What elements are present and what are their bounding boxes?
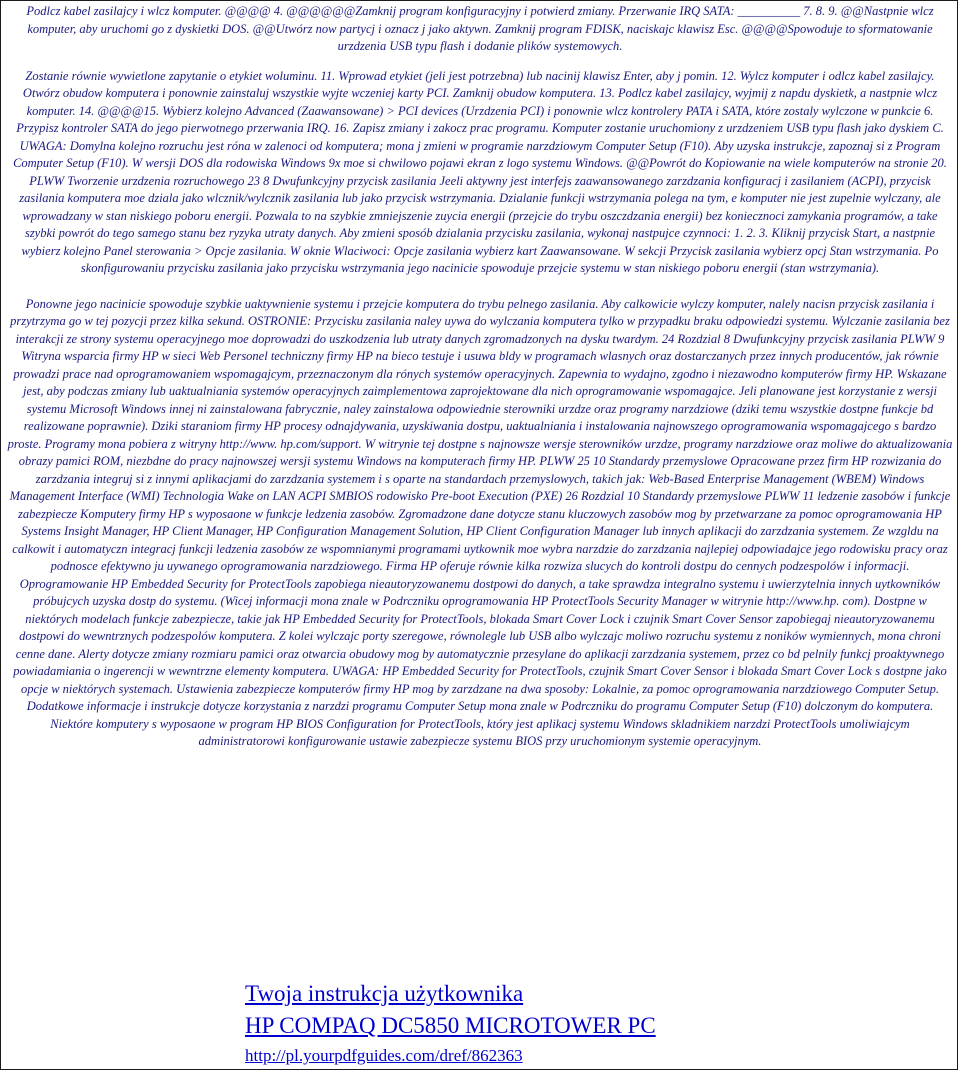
paragraph-spacer [7, 56, 953, 68]
document-body [7, 3, 953, 751]
manual-link[interactable]: Twoja instrukcja użytkownika [245, 981, 524, 1006]
footer-links [245, 979, 656, 1069]
product-link[interactable]: HP COMPAQ DC5850 MICROTOWER PC [245, 1013, 656, 1038]
paragraph-power-button: Zostanie równie wywietlone zapytanie o etykiet woluminu. 11. Wprowad etykiet (jeli jest potrzebna) lub nacinij klawisz Enter, aby j pomin. 12. Wylcz komputer i odlcz kabel zasilajcy. Otwórz obudow komputera i ponownie zainstaluj wszystkie wyjte wczeniej karty PCI. Zamknij obudow komputera. 13. Podlcz kabel zasilajcy, wyjmij z napdu dyskietk, a nastpnie wlcz komputer. 14. @@@@15. Wybierz kolejno Advanced (Zaawansowane) > PCI devices (Urzdzenia PCI) i ponownie wlcz kontrolery PATA i SATA, które zostaly wylczone w punkcie 6. Przypisz kontroler SATA do jego pierwotnego przerwania IRQ. 16. Zapisz zmiany i zakocz prac programu. Komputer zostanie uruchomiony z urzdzeniem USB typu flash jako dyskiem C. UWAGA: Domylna kolejno rozruchu jest róna w zalenoci od komputera; mona j zmieni w programie narzdziowym Computer Setup (F10). Aby uzyska instrukcje, zapoznaj si z Program Computer Setup (F10). W wersji DOS dla rodowiska Windows 9x moe si chwilowo pojawi ekran z logo systemu Windows. @@Powrót do Kopiowanie na wiele komputerów na stronie 20. PLWW Tworzenie urzdzenia rozruchowego 23 8 Dwufunkcyjny przycisk zasilania Jeeli aktywny jest interfejs zaawansowanego zarzdzania konfiguracj i zasilaniem (ACPI), przycisk zasilania komputera moe dziala jako wlcznik/wylcznik zasilania lub jako przycisk wstrzymania. Dzialanie funkcji wstrzymania polega na tym, e komputer nie jest zupelnie wylczany, ale wprowadzany w stan niskiego poboru energii. Pozwala to na szybkie zmniejszenie zuycia energii (przejcie do trybu oszczdzania energii) bez koniecznoci zamykania programów, a take szybki powrót do tego samego stanu bez ryzyka utraty danych. Aby zmieni sposób dzialania przycisku zasilania, wykonaj nastpujce czynnoci: 1. 2. 3. Kliknij przycisk Start, a nastpnie wybierz kolejno Panel sterowania > Opcje zasilania. W oknie Wlaciwoci: Opcje zasilania wybierz kart Zaawansowane. W sekcji Przycisk zasilania wybierz opcj Stan wstrzymania. Po skonfigurowaniu przycisku zasilania jako przycisku wstrzymania jego nacinicie spowoduje przejcie systemu w stan niskiego poboru energii (stan wstrzymania). [13, 68, 947, 275]
paragraph-spacer [7, 278, 953, 296]
source-url-link[interactable]: http://pl.yourpdfguides.com/dref/862363 [245, 1046, 523, 1065]
paragraph-support-security: Ponowne jego nacinicie spowoduje szybkie uaktywnienie systemu i przejcie komputera do trybu pelnego zasilania. Aby calkowicie wylczy komputer, nalely nacisn przycisk zasilania i przytrzyma go w tej pozycji przez kilka sekund. OSTRONIE: Przycisku zasilania naley uywa do wylczania komputera tylko w przypadku braku odpowiedzi systemu. Wylczanie zasilania bez interakcji ze strony systemu operacyjnego moe doprowadzi do uszkodzenia lub utraty danych zgromadzonych na dysku twardym. 24 Rozdzial 8 Dwufunkcyjny przycisk zasilania PLWW 9 Witryna wsparcia firmy HP w sieci Web Personel techniczny firmy HP na bieco testuje i usuwa bldy w programach wlasnych oraz dostarczanych przez innych producentów, jak równie prowadzi prace nad oprogramowaniem wspomagajcym, przeznaczonym dla rónych systemów operacyjnych. Zapewnia to wydajno, zgodno i niezawodno komputerów firmy HP. Wskazane jest, aby podczas zmiany lub uaktualniania systemów operacyjnych zaimplementowa zaprojektowane dla nich oprogramowanie wspomagajce. Jeli planowane jest korzystanie z wersji systemu Microsoft Windows innej ni zainstalowana fabrycznie, naley zainstalowa odpowiednie sterowniki urzdze oraz programy narzdziowe (dziki temu wszystkie dostpne funkcje bd realizowane poprawnie). Dziki staraniom firmy HP procesy odnajdywania, uzyskiwania dostpu, uaktualniania i instalowania najnowszego oprogramowania wspomagajcego s bardzo proste. Programy mona pobiera z witryny http://www. hp.com/support. W witrynie tej dostpne s najnowsze wersje sterowników urzdze, programy narzdziowe oraz moliwe do aktualizowania obrazy pamici ROM, niezbdne do pracy najnowszej wersji systemu Windows na komputerach firmy HP. PLWW 25 10 Standardy przemyslowe Opracowane przez firm HP rozwizania do zarzdzania integruj si z innymi aplikacjami do zarzdzania systemem i s oparte na standardach przemyslowych, takich jak: Web-Based Enterprise Management (WBEM) Windows Management Interface (WMI) Technologia Wake on LAN ACPI SMBIOS rodowisko Pre-boot Execution (PXE) 26 Rozdzial 10 Standardy przemyslowe PLWW 11 ledzenie zasobów i funkcje zabezpiecze Komputery firmy HP s wyposaone w funkcje ledzenia zasobów. Zgromadzone dane dotycze stanu kluczowych zasobów mog by przetwarzane za pomoc oprogramowania HP Systems Insight Manager, HP Client Manager, HP Configuration Management Solution, HP Client Configuration Manager lub innych aplikacji do zarzdzania systemem. Ze wzgldu na calkowit i automatyczn integracj funkcji ledzenia zasobów ze wspomnianymi programami uytkownik moe wybra narzdzie do zarzdzania najlepiej odpowiadajce jego rodowisku pracy oraz podnosce efektywno ju uywanego oprogramowania narzdziowego. Firma HP oferuje równie kilka rozwiza slucych do kontroli dostpu do cennych podzespolów i informacji. Oprogramowanie HP Embedded Security for ProtectTools zapobiega nieautoryzowanemu dostpowi do danych, a take sprawdza integralno systemu i uwierzytelnia innych uytkowników próbujcych uzyska dostp do systemu. (Wicej informacji mona znale w Podrczniku oprogramowania HP ProtectTools Security Manager w witrynie http://www.hp. com). Dostpne w niektórych modelach funkcje zabezpiecze, takie jak HP Embedded Security for ProtectTools, blokada Smart Cover Lock i czujnik Smart Cover Sensor zapobiegaj nieautoryzowanemu dostpowi do wewntrznych podzespolów komputera. Z kolei wylczajc porty szeregowe, równolegle lub USB albo wylczajc moliwo rozruchu systemu z noników wymiennych, mona chroni cenne dane. Alerty dotycze zmiany rozmiaru pamici oraz otwarcia obudowy mog by automatycznie przesylane do aplikacji zarzdzania systemem, przez co bd pelnily funkcj proaktywnego powiadamiania o ingerencji w wewntrzne elementy komputera. UWAGA: HP Embedded Security for ProtectTools, czujnik Smart Cover Sensor i blokada Smart Cover Lock s dostpne jako opcje w niektórych systemach. Ustawienia zabezpiecze komputerów firmy HP mog by zarzdzane na dwa sposoby: Lokalnie, za pomoc oprogramowania narzdziowego Computer Setup. Dodatkowe informacje i instrukcje dotycze korzystania z narzdzi programu Computer Setup mona znale w Podrczniku do programu Computer Setup (F10) dolczonym do komputera. Niektóre komputery s wyposaone w program HP BIOS Configuration for ProtectTools, który jest aplikacj systemu Windows skladnikiem narzdzi ProtectTools umoliwiajcym administratorowi konfigurowanie ustawie zabezpiecze systemu BIOS przy uruchomionym systemie operacyjnym. [7, 296, 953, 748]
paragraph-setup-steps: Podlcz kabel zasilajcy i wlcz komputer. @@@@ 4. @@@@@@Zamknij program konfiguracyjny i potwierd zmiany. Przerwanie IRQ SATA: __________ 7. 8. 9. @@Nastpnie wlcz komputer, aby uruchomi go z dyskietki DOS. @@Utwórz now partycj i oznacz j jako aktywn. Zamknij program FDISK, naciskajc klawisz Esc. @@@@Spowoduje to sformatowanie urzdzenia USB typu flash i dodanie plików systemowych. [26, 4, 934, 53]
